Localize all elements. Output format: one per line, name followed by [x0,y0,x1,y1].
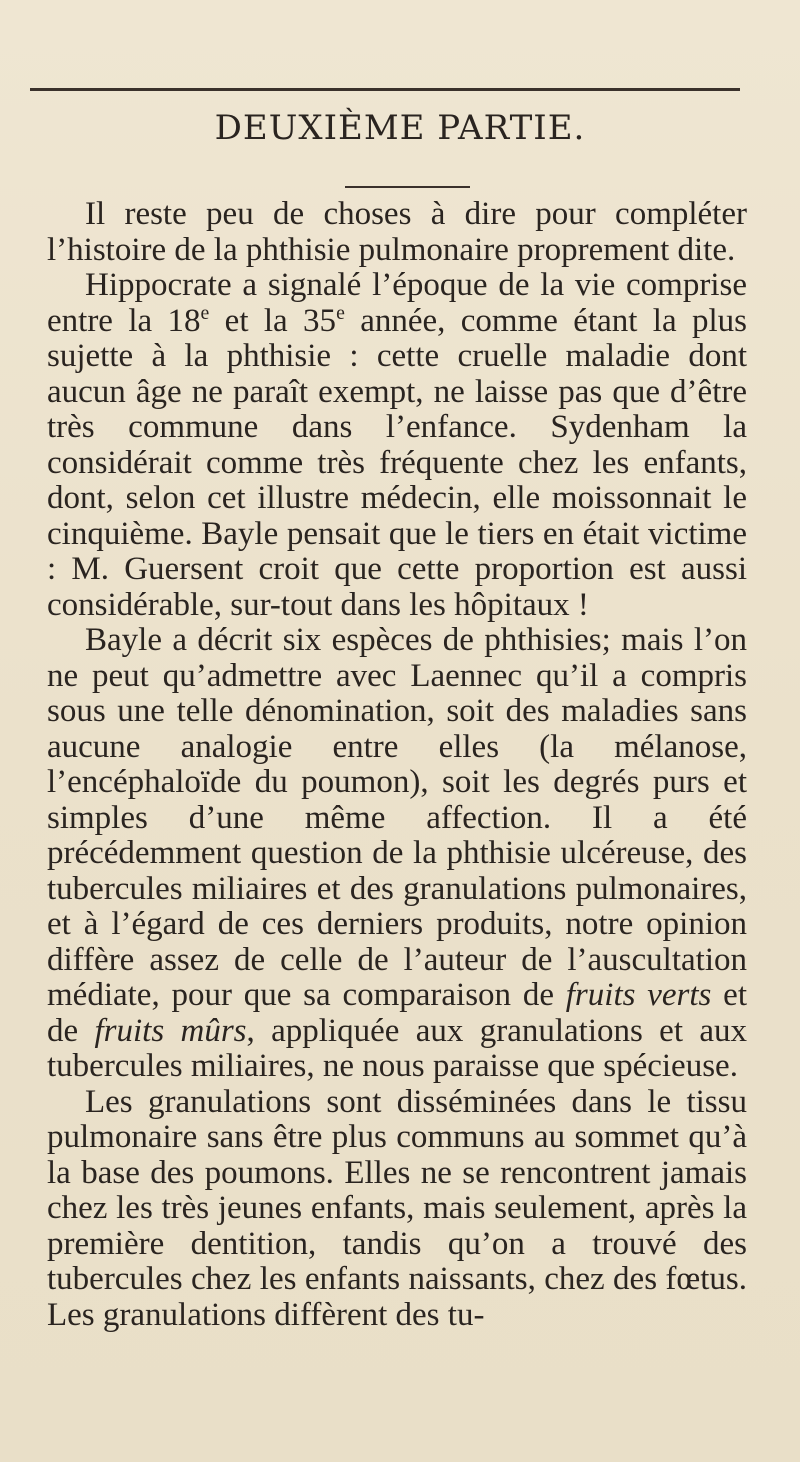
paragraph-4 [47,1085,747,1334]
ordinal-superscript-18: e [200,301,210,324]
paragraph-1-text: Il reste peu de choses à dire pour compléter l’histoire de la phthisie pulmonaire proprement dite. [47,196,747,268]
paragraph-3 [47,623,747,1085]
title-divider [345,186,470,188]
paragraph-3-text-a: Bayle a décrit six espèces de phthisies; mais l’on ne peut qu’admettre avec Laennec qu’il a compris sous une telle dénomination, soit des maladies sans aucune analogie entre elles (la mélanose, l’encéphaloïde du poumon), soit les degrés purs et simples d’une même affection. Il a été précédemment question de la phthisie ulcéreuse, des tubercules miliaires et des granulations pulmonaires, et à l’égard de ces derniers produits, notre opinion diffère assez de celle de l’auteur de l’auscultation médiate, pour que sa comparaison de [47,622,747,1013]
italic-fruits-murs: fruits mûrs [94,1012,247,1049]
paragraph-2 [47,268,747,623]
paragraph-2-text-c: année, comme étant la plus sujette à la phthisie : cette cruelle maladie dont aucun âge ne paraît exempt, ne laisse pas que d’être très commune dans l’enfance. Sydenham la considérait comme très fréquente chez les enfants, dont, selon cet illustre médecin, elle moissonnait le cinquième. Bayle pensait que le tiers en était victime : M. Guersent croit que cette proportion est aussi considérable, sur-tout dans les hôpitaux ! [47,302,747,623]
top-rule [30,88,740,91]
italic-fruits-verts: fruits verts [565,977,712,1013]
paragraph-2-text-a: Hippocrate a signalé l’époque de la vie comprise entre la 18 [47,267,747,339]
paragraph-2-text-b: et la 35 [209,302,337,339]
paragraph-1 [47,197,747,268]
ordinal-superscript-35: e [336,301,345,324]
body-text [47,197,747,1333]
part-title: DEUXIÈME PARTIE. [214,108,586,148]
paragraph-3-text-b: et de [47,977,747,1049]
paragraph-4-text: Les granulations sont disséminées dans le tissu pulmonaire sans être plus communs au sommet qu’à la base des poumons. Elles ne se rencontrent jamais chez les très jeunes enfants, mais seulement, après la première dentition, tandis qu’on a trouvé des tubercules chez les enfants naissants, chez des fœtus. Les granulations diffèrent des tu- [47,1083,747,1333]
paragraph-3-text-c: , appliquée aux granulations et aux tubercules miliaires, ne nous paraisse que spécieuse. [47,1012,747,1084]
